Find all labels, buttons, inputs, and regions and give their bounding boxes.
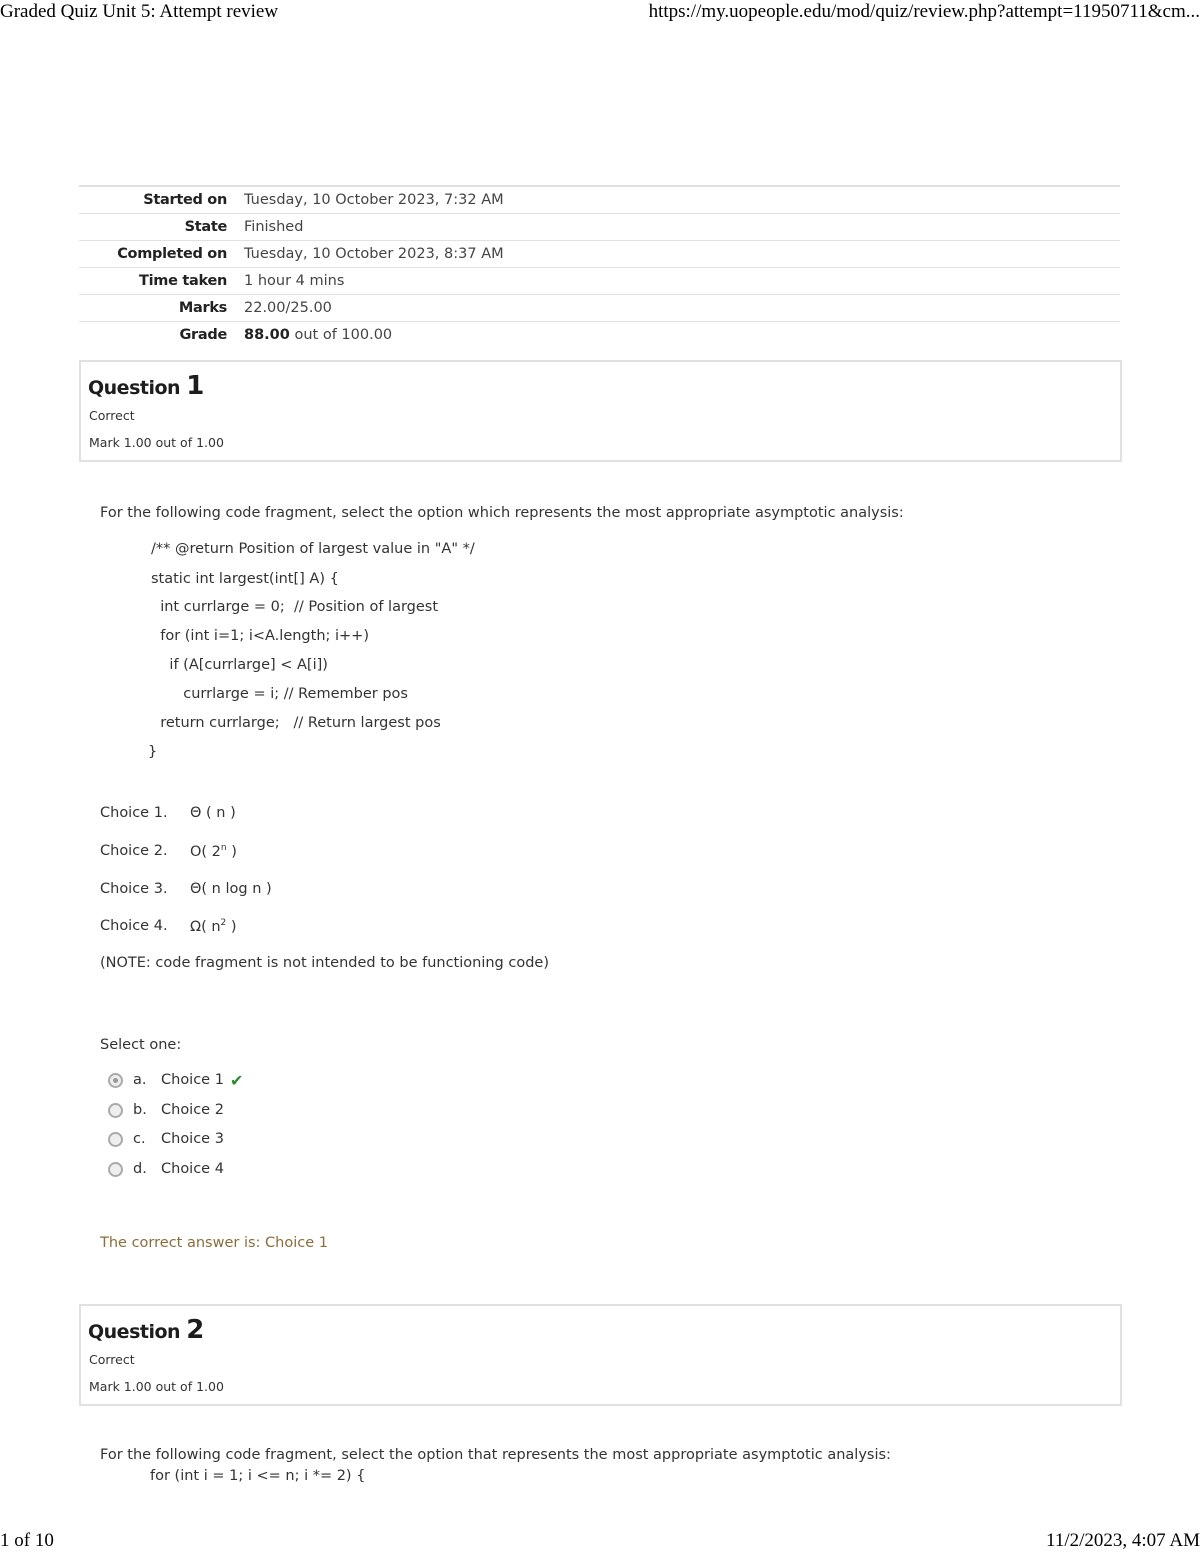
- option-letter: c.: [133, 1131, 146, 1147]
- option-letter: a.: [133, 1072, 147, 1088]
- attempt-summary-table: [79, 185, 1120, 348]
- answer-option-d[interactable]: [108, 1159, 224, 1179]
- select-one-prompt: Select one:: [100, 1037, 182, 1053]
- code-line: }: [148, 744, 158, 760]
- choice-value-exponent: 2: [220, 918, 227, 928]
- summary-row-completed-on: [79, 241, 1120, 268]
- summary-value: 1 hour 4 mins: [244, 273, 345, 289]
- choice-value: [190, 918, 237, 935]
- option-text: Choice 1: [161, 1072, 224, 1088]
- summary-value: Finished: [244, 219, 304, 235]
- choice-value-close: ): [226, 843, 237, 860]
- answer-option-b[interactable]: [108, 1100, 224, 1120]
- correct-check-icon: ✔: [229, 1070, 244, 1090]
- summary-key: Time taken: [139, 273, 227, 289]
- question-label: Question: [88, 1321, 181, 1343]
- grade-out-of: out of 100.00: [289, 327, 393, 343]
- summary-row-marks: [79, 295, 1120, 322]
- radio-button[interactable]: [108, 1103, 123, 1118]
- question-2-info: [79, 1304, 1122, 1406]
- print-header-url: https://my.uopeople.edu/mod/quiz/review.php?attempt=11950711&cm...: [648, 1, 1200, 22]
- code-line: for (int i=1; i<A.length; i++): [151, 628, 369, 644]
- choice-value-exponent: n: [220, 843, 227, 853]
- option-text: Choice 4: [161, 1161, 224, 1177]
- option-letter: b.: [133, 1102, 147, 1118]
- option-text: Choice 2: [161, 1102, 224, 1118]
- code-line: int currlarge = 0; // Position of largest: [151, 599, 439, 615]
- code-line: if (A[currlarge] < A[i]): [151, 657, 328, 673]
- choice-value-base: Ω( n: [190, 918, 221, 935]
- print-footer-datetime: 11/2/2023, 4:07 AM: [1046, 1530, 1200, 1551]
- summary-row-grade: [79, 322, 1120, 348]
- summary-key: Completed on: [117, 246, 227, 262]
- code-line: for (int i = 1; i <= n; i *= 2) {: [150, 1468, 366, 1484]
- code-line: static int largest(int[] A) {: [151, 571, 339, 587]
- summary-row-started-on: [79, 187, 1120, 214]
- choice-value: Θ ( n ): [190, 805, 236, 821]
- question-1-info: [79, 360, 1122, 462]
- question-1-state: Correct: [89, 408, 135, 423]
- option-text: Choice 3: [161, 1131, 224, 1147]
- radio-button-selected[interactable]: [108, 1073, 123, 1088]
- summary-row-time-taken: [79, 268, 1120, 295]
- summary-row-state: [79, 214, 1120, 241]
- question-1-note: (NOTE: code fragment is not intended to be functioning code): [100, 955, 549, 971]
- summary-value: 22.00/25.00: [244, 300, 332, 316]
- choice-label: Choice 2.: [100, 843, 168, 859]
- question-1-mark: Mark 1.00 out of 1.00: [89, 435, 224, 450]
- summary-key: State: [184, 219, 227, 235]
- print-footer-page: 1 of 10: [0, 1530, 54, 1551]
- summary-value: Tuesday, 10 October 2023, 8:37 AM: [244, 246, 504, 262]
- question-number: 1: [186, 371, 204, 401]
- code-line: return currlarge; // Return largest pos: [151, 715, 441, 731]
- answer-option-a[interactable]: [108, 1070, 243, 1090]
- question-2-state: Correct: [89, 1352, 135, 1367]
- question-label: Question: [88, 377, 181, 399]
- question-number: 2: [186, 1315, 204, 1345]
- code-line: /** @return Position of largest value in "A" */: [151, 541, 475, 557]
- choice-value-close: ): [226, 918, 237, 935]
- summary-key: Marks: [178, 300, 227, 316]
- summary-value: [227, 327, 392, 343]
- choice-value: [190, 843, 237, 860]
- summary-key: Started on: [143, 192, 227, 208]
- code-line: currlarge = i; // Remember pos: [151, 686, 408, 702]
- question-2-prompt: For the following code fragment, select the option that represents the most appropriate asymptotic analysis:: [100, 1447, 891, 1463]
- question-1-title: [88, 371, 204, 401]
- grade-score: 88.00: [244, 327, 290, 343]
- correct-answer-feedback: The correct answer is: Choice 1: [100, 1235, 328, 1251]
- summary-value: Tuesday, 10 October 2023, 7:32 AM: [244, 192, 504, 208]
- print-header-title: Graded Quiz Unit 5: Attempt review: [0, 1, 279, 22]
- choice-value: Θ( n log n ): [190, 881, 272, 897]
- question-2-code-cut-off: [150, 1468, 366, 1485]
- choice-label: Choice 1.: [100, 805, 168, 821]
- answer-option-c[interactable]: [108, 1129, 224, 1149]
- question-2-mark: Mark 1.00 out of 1.00: [89, 1379, 224, 1394]
- choice-label: Choice 4.: [100, 918, 168, 934]
- choice-value-base: O( 2: [190, 843, 221, 860]
- question-1-prompt: For the following code fragment, select the option which represents the most appropriate asymptotic analysis:: [100, 505, 904, 521]
- radio-button[interactable]: [108, 1132, 123, 1147]
- choice-label: Choice 3.: [100, 881, 168, 897]
- option-letter: d.: [133, 1161, 147, 1177]
- question-2-title: [88, 1315, 204, 1345]
- summary-key: Grade: [179, 327, 227, 343]
- radio-button[interactable]: [108, 1162, 123, 1177]
